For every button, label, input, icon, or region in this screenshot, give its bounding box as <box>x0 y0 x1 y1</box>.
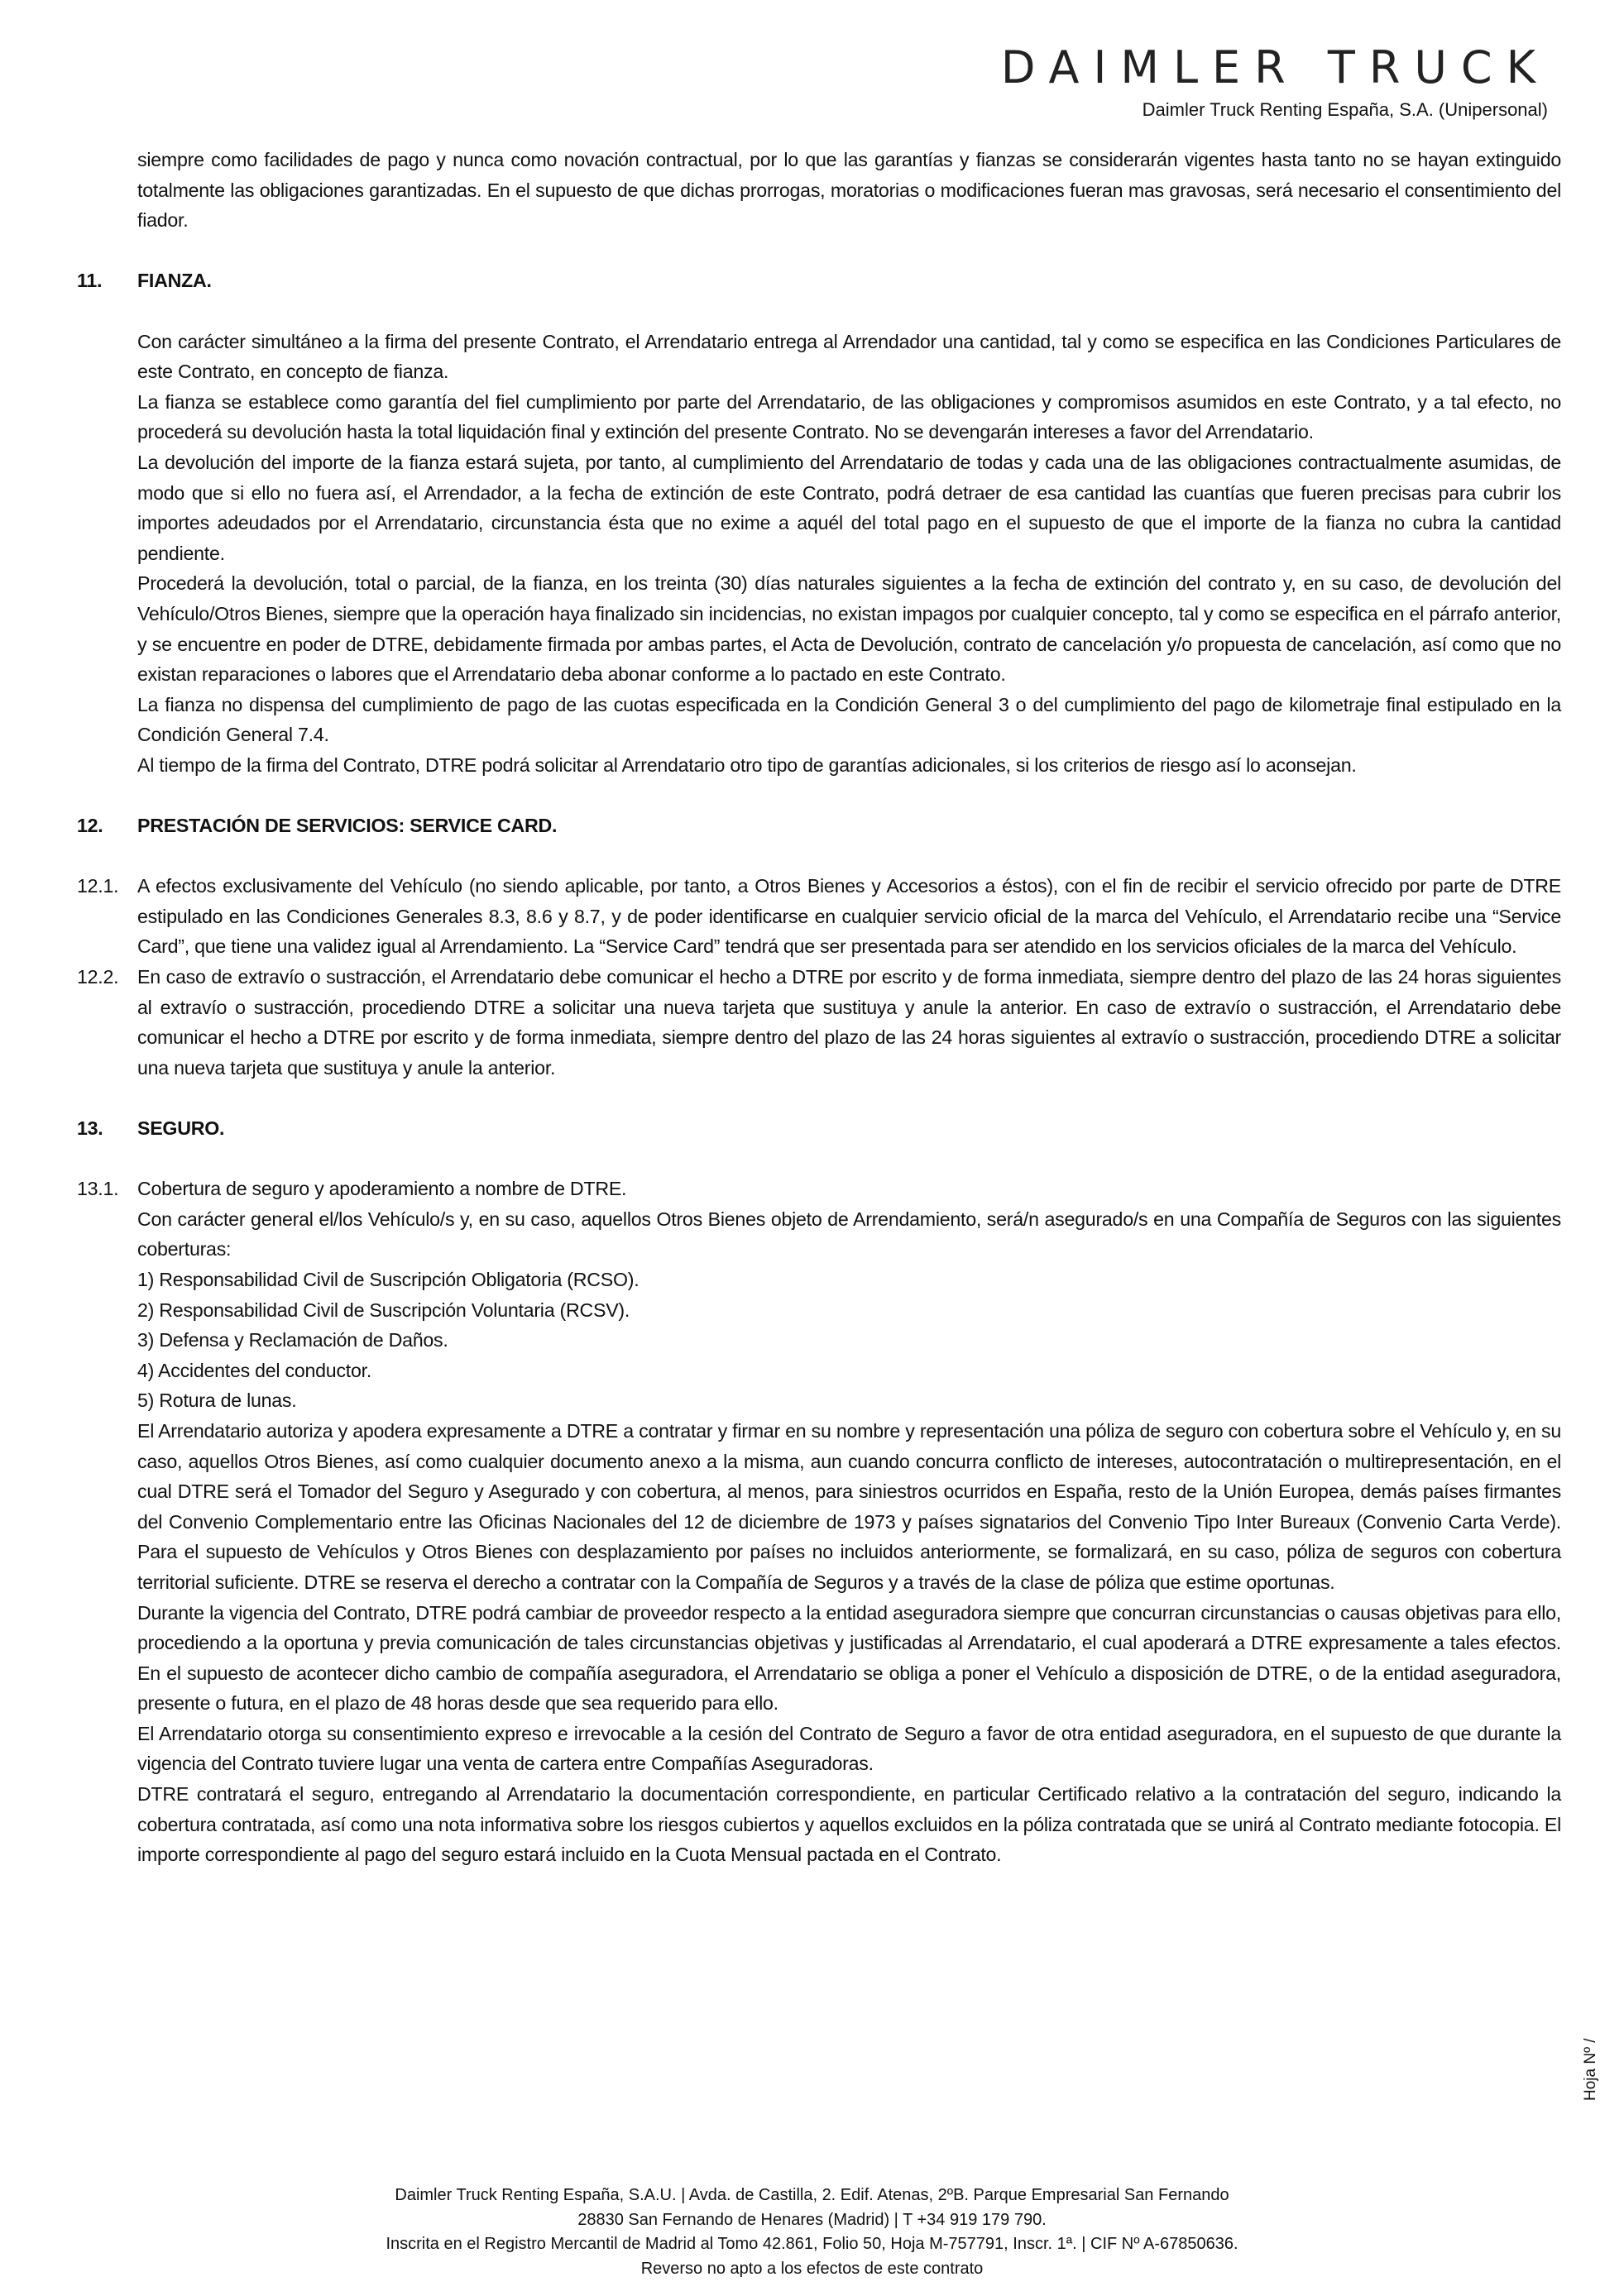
paragraph: Con carácter general el/los Vehículo/s y, en su caso, aquellos Otros Bienes objeto de Arrendamiento, será/n asegurado/s en una Compañía de Seguros con las siguientes coberturas: <box>137 1208 1561 1260</box>
footer <box>0 2184 1624 2281</box>
company-name: Daimler Truck Renting España, S.A. (Unipersonal) <box>1142 99 1548 120</box>
paragraph: El Arrendatario otorga su consentimiento expreso e irrevocable a la cesión del Contrato de Seguro a favor de otra entidad aseguradora, en el supuesto de que durante la vigencia del Contrato tuviere lugar una venta de cartera entre Compañías Aseguradoras. <box>137 1722 1561 1775</box>
section-number: 12. <box>77 815 103 837</box>
clause-number: 13.1. <box>77 1178 119 1200</box>
list-item: 4) Accidentes del conductor. <box>137 1359 372 1381</box>
clause-13-1 <box>77 1174 1561 1870</box>
daimler-truck-logo: DAIMLER TRUCK <box>1000 41 1550 93</box>
section-title: FIANZA. <box>137 270 212 292</box>
clause-text: A efectos exclusivamente del Vehículo (no siendo aplicable, por tanto, a Otros Bienes y Accesorios a éstos), con el fin de recibir el servicio ofrecido por parte de DTRE estipulado en las Condiciones Generales 8.3, 8.6 y 8.7, y de poder identificarse en cualquier servicio oficial de la marca del Vehículo, el Arrendatario recibe una “Service Card”, que tiene una validez igual al Arrendamiento. La “Service Card” tendrá que ser presentada para ser atendido en los servicios oficiales de la marca del Vehículo. <box>137 875 1561 958</box>
section-number: 13. <box>77 1117 103 1139</box>
paragraph: Procederá la devolución, total o parcial, de la fianza, en los treinta (30) días naturales siguientes a la fecha de extinción del contrato y, en su caso, de devolución del Vehículo/Otros Bienes, siempre que la operación haya finalizado sin incidencias, no existan impagos por cualquier concepto, tal y como se especifica en el párrafo anterior, y se encuentre en poder de DTRE, debidamente firmada por ambas partes, el Acta de Devolución, contrato de cancelación y/o propuesta de cancelación, así como que no existan reparaciones o labores que el Arrendatario deba abonar conforme a lo pactado en este Contrato. <box>137 572 1561 686</box>
intro-paragraph: siempre como facilidades de pago y nunca como novación contractual, por lo que las garantías y fianzas se considerarán vigentes hasta tanto no se hayan extinguido totalmente las obligaciones garantizadas. En el supuesto de que dichas prorrogas, moratorias o modificaciones fueran mas gravosas, será necesario el consentimiento del fiador. <box>137 149 1561 232</box>
clause-12-1 <box>77 871 1561 962</box>
list-item: 1) Responsabilidad Civil de Suscripción Obligatoria (RCSO). <box>137 1268 640 1290</box>
clause-number: 12.1. <box>77 875 119 897</box>
footer-line: Reverso no apto a los efectos de este contrato <box>640 2259 984 2278</box>
paragraph: Al tiempo de la firma del Contrato, DTRE podrá solicitar al Arrendatario otro tipo de garantías adicionales, si los criterios de riesgo así lo aconsejan. <box>137 753 1357 776</box>
section-12-heading <box>77 811 1561 841</box>
document-body <box>77 145 1561 1870</box>
footer-line: Inscrita en el Registro Mercantil de Madrid al Tomo 42.861, Folio 50, Hoja M-757791, Inscr. 1ª. | CIF Nº A-67850636. <box>386 2235 1238 2253</box>
paragraph: Con carácter simultáneo a la firma del presente Contrato, el Arrendatario entrega al Arrendador una cantidad, tal y como se especifica en las Condiciones Particulares de este Contrato, en concepto de fianza. <box>137 330 1561 383</box>
paragraph: La fianza no dispensa del cumplimiento de pago de las cuotas especificada en la Condición General 3 o del cumplimiento del pago de kilometraje final estipulado en la Condición General 7.4. <box>137 693 1561 746</box>
paragraph: La devolución del importe de la fianza estará sujeta, por tanto, al cumplimiento del Arrendatario de todas y cada una de las obligaciones contractualmente asumidas, de modo que si ello no fuera así, el Arrendador, a la fecha de extinción de este Contrato, podrá detraer de esa cantidad las cuantías que fueren precisas para cubrir los importes adeudados por el Arrendatario, circunstancia ésta que no exime a aquél del total pago en el supuesto de que el importe de la fianza no cubra la cantidad pendiente. <box>137 451 1561 564</box>
paragraph: La fianza se establece como garantía del fiel cumplimiento por parte del Arrendatario, de las obligaciones y compromisos asumidos en este Contrato, y a tal efecto, no procederá su devolución hasta la total liquidación final y extinción del presente Contrato. No se devengarán intereses a favor del Arrendatario. <box>137 390 1561 443</box>
section-title: PRESTACIÓN DE SERVICIOS: SERVICE CARD. <box>137 815 558 837</box>
section-11-heading <box>77 265 1561 296</box>
footer-line: 28830 San Fernando de Henares (Madrid) | T +34 919 179 790. <box>577 2210 1047 2229</box>
page-number-label: Hoja Nº / <box>1582 2038 1599 2101</box>
section-13-heading <box>77 1113 1561 1144</box>
paragraph: DTRE contratará el seguro, entregando al Arrendatario la documentación correspondiente, en particular Certificado relativo a la contratación del seguro, indicando la cobertura contratada, así como una nota informativa sobre los riesgos cubiertos y aquellos excluidos en la póliza contratada que se unirá al Contrato mediante fotocopia. El importe correspondiente al pago del seguro estará incluido en la Cuota Mensual pactada en el Contrato. <box>137 1783 1561 1866</box>
footer-line: Daimler Truck Renting España, S.A.U. | Avda. de Castilla, 2. Edif. Atenas, 2ºB. Parque Empresarial San Fernando <box>395 2186 1229 2204</box>
clause-number: 12.2. <box>77 966 119 988</box>
clause-text: En caso de extravío o sustracción, el Arrendatario debe comunicar el hecho a DTRE por escrito y de forma inmediata, siempre dentro del plazo de las 24 horas siguientes al extravío o sustracción, procediendo DTRE a solicitar una nueva tarjeta que sustituya y anule la anterior. En caso de extravío o sustracción, el Arrendatario debe comunicar el hecho a DTRE por escrito y de forma inmediata, siempre dentro del plazo de las 24 horas siguientes al extravío o sustracción, procediendo DTRE a solicitar una nueva tarjeta que sustituya y anule la anterior. <box>137 966 1561 1079</box>
clause-12-2 <box>77 962 1561 1083</box>
section-title: SEGURO. <box>137 1117 225 1139</box>
paragraph: El Arrendatario autoriza y apodera expresamente a DTRE a contratar y firmar en su nombre y representación una póliza de seguro con cobertura sobre el Vehículo y, en su caso, aquellos Otros Bienes, así como cualquier documento anexo a la misma, aun cuando concurra conflicto de intereses, autocontratación o multirepresentación, en el cual DTRE será el Tomador del Seguro y Asegurado y con cobertura, al menos, para siniestros ocurridos en España, resto de la Unión Europea, demás países firmantes del Convenio Complementario entre las Oficinas Nacionales del 12 de diciembre de 1973 y países signatarios del Convenio Tipo Inter Bureaux (Convenio Carta Verde). Para el supuesto de Vehículos y Otros Bienes con desplazamiento por países no incluidos anteriormente, se formalizará, en su caso, póliza de seguros con cobertura territorial suficiente. DTRE se reserva el derecho a contratar con la Compañía de Seguros y a través de la clase de póliza que estime oportunas. <box>137 1419 1561 1593</box>
clause-title: Cobertura de seguro y apoderamiento a nombre de DTRE. <box>137 1178 627 1200</box>
section-11-body <box>137 327 1561 781</box>
section-number: 11. <box>77 270 103 292</box>
paragraph: Durante la vigencia del Contrato, DTRE podrá cambiar de proveedor respecto a la entidad aseguradora siempre que concurran circunstancias o causas objetivas para ello, procediendo a la oportuna y previa comunicación de tales circunstancias objetivas y justificadas al Arrendatario, el cual apoderará a DTRE expresamente a tales efectos. En el supuesto de acontecer dicho cambio de compañía aseguradora, el Arrendatario se obliga a poner el Vehículo a disposición de DTRE, o de la entidad aseguradora, presente o futura, en el plazo de 48 horas desde que sea requerido para ello. <box>137 1601 1561 1715</box>
list-item: 3) Defensa y Reclamación de Daños. <box>137 1329 448 1351</box>
list-item: 5) Rotura de lunas. <box>137 1390 297 1412</box>
list-item: 2) Responsabilidad Civil de Suscripción Voluntaria (RCSV). <box>137 1299 630 1321</box>
